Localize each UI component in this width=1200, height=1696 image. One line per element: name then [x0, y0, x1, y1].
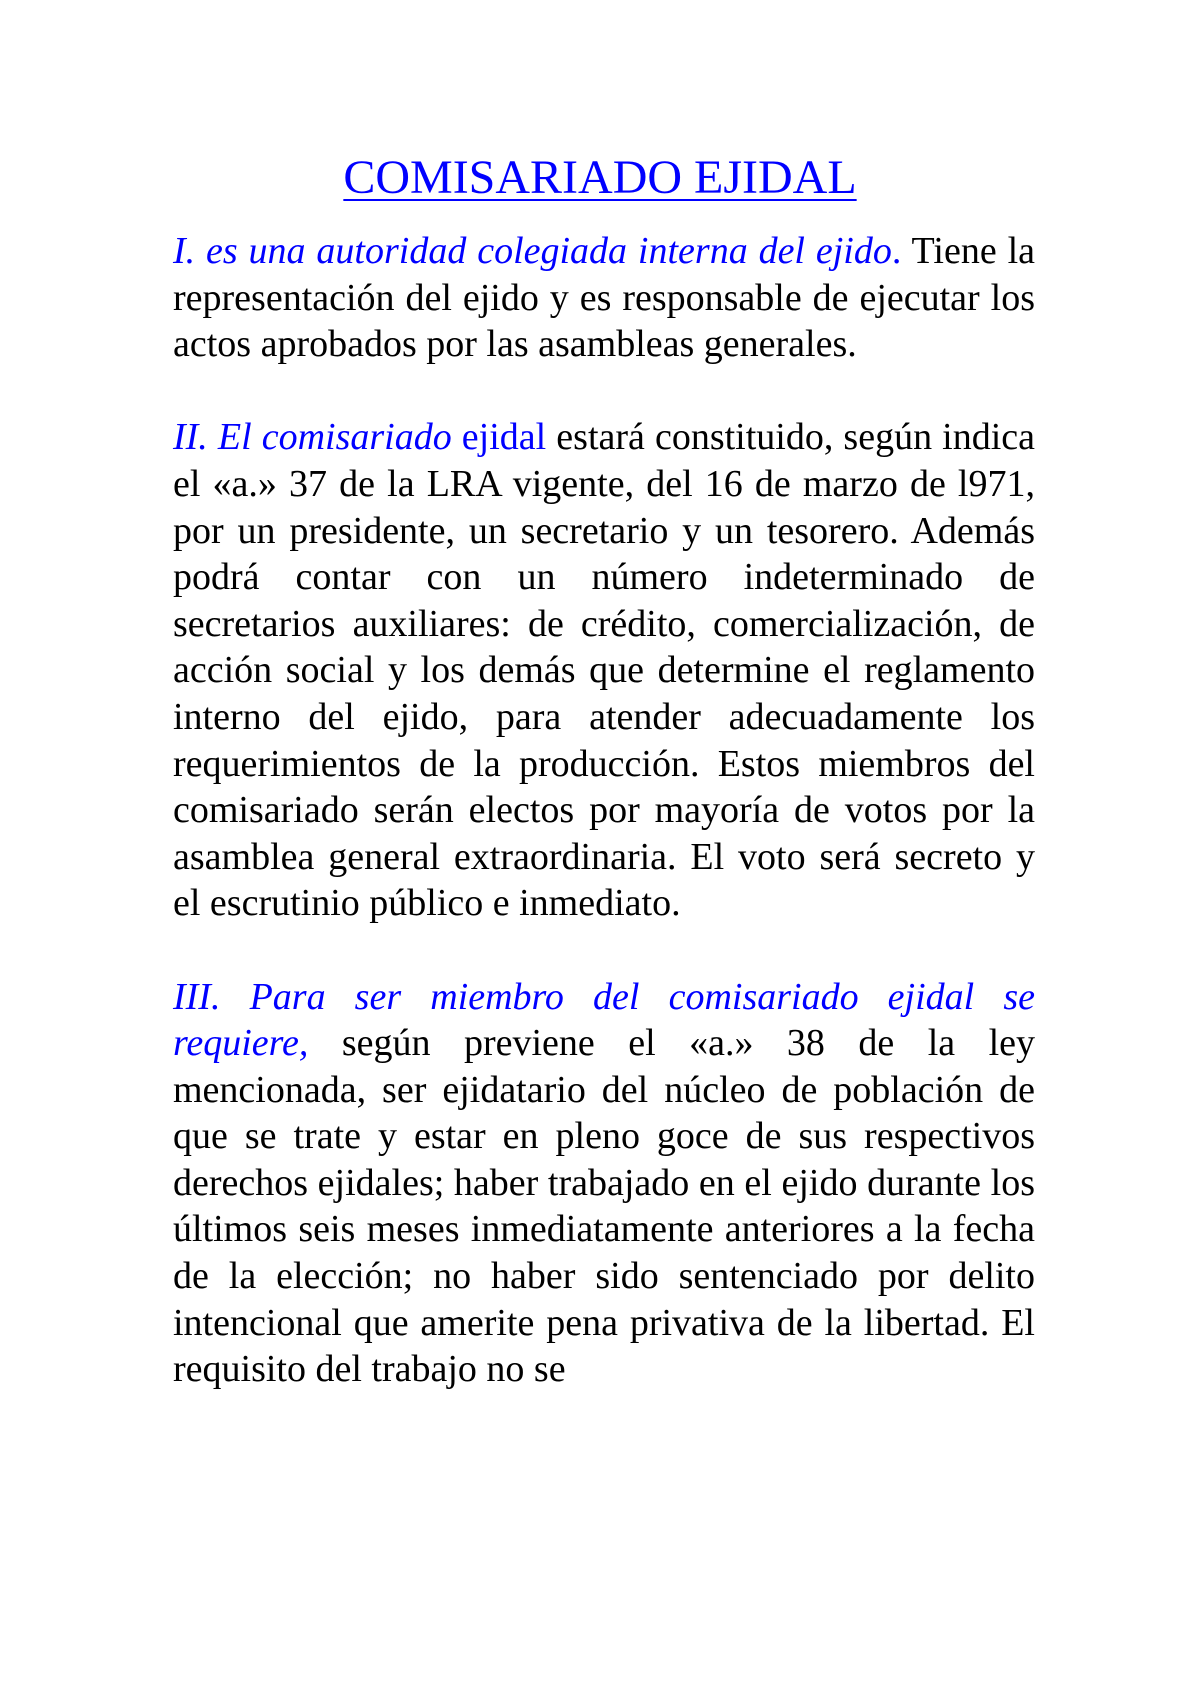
- paragraph-1-text: Tiene la representación del ejido y es responsable de ejecutar los actos aprobados por las asambleas generales.: [173, 230, 1036, 366]
- paragraph-3-text: según previene el «a.» 38 de la ley mencionada, ser ejidatario del núcleo de población de que se trate y estar en pleno goce de sus respectivos derechos ejidales; haber trabajado en el ejido durante los últimos seis meses inmediatamente anteriores a la fecha de la elección; no haber sido sentenciado por delito intencional que amerite pena privativa de la libertad. El requisito del trabajo no se: [173, 1022, 1035, 1391]
- paragraph-2-lead: II. El comisariado: [173, 416, 452, 459]
- document-title: COMISARIADO EJIDAL: [343, 151, 857, 204]
- paragraph-2-text: estará constituido, según indica el «a.» 37 de la LRA vigente, del 16 de marzo de l971, por un presidente, un secretario y un tesorero. Además podrá contar con un número indeterminado de secretarios auxiliares: de crédito, comercialización, de acción social y los demás que determine el reglamento interno del ejido, para atender adecuadamente los requerimientos de la producción. Estos miembros del comisariado serán electos por mayoría de votos por la asamblea general extraordinaria. El voto será secreto y el escrutinio público e inmediato.: [173, 416, 1035, 925]
- paragraph-1-lead: I. es una autoridad colegiada interna del ejido: [173, 230, 892, 272]
- document-body: [173, 228, 1035, 1439]
- paragraph-3: [173, 974, 1035, 1393]
- paragraph-1-lead-punct: .: [891, 230, 902, 272]
- paragraph-2: [173, 414, 1035, 927]
- paragraph-3-lead: III. Para ser miembro del comisariado ejidal se requiere,: [173, 975, 1035, 1065]
- paragraph-1: [173, 228, 1035, 368]
- paragraph-2-lead-2: ejidal: [451, 416, 547, 459]
